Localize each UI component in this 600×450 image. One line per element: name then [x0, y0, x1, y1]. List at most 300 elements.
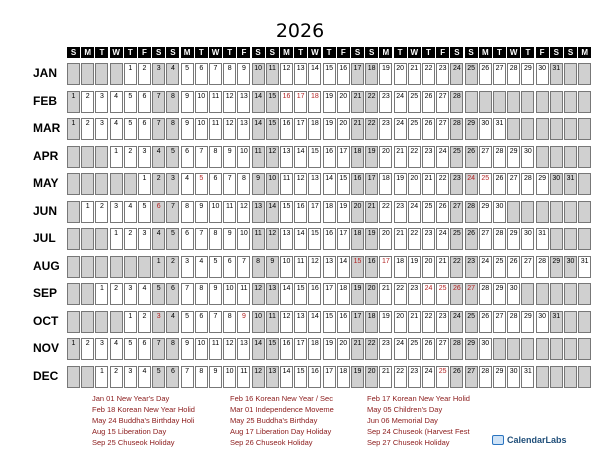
day-cell[interactable]: 13 — [252, 201, 265, 223]
day-cell[interactable]: 10 — [223, 366, 236, 388]
day-cell[interactable]: 11 — [223, 201, 236, 223]
day-cell[interactable]: 8 — [166, 91, 179, 113]
day-cell[interactable]: 26 — [507, 256, 520, 278]
day-cell[interactable]: 25 — [450, 228, 463, 250]
day-cell[interactable]: 21 — [408, 63, 421, 85]
day-cell[interactable]: 22 — [422, 311, 435, 333]
day-cell[interactable]: 21 — [394, 146, 407, 168]
day-cell[interactable]: 29 — [507, 146, 520, 168]
day-cell[interactable]: 29 — [521, 311, 534, 333]
day-cell[interactable]: 25 — [422, 201, 435, 223]
day-cell[interactable]: 3 — [95, 91, 108, 113]
day-cell[interactable]: 4 — [166, 311, 179, 333]
day-cell[interactable]: 19 — [394, 173, 407, 195]
day-cell[interactable]: 3 — [124, 283, 137, 305]
day-cell[interactable]: 27 — [436, 118, 449, 140]
day-cell[interactable]: 7 — [209, 311, 222, 333]
day-cell[interactable]: 11 — [266, 63, 279, 85]
day-cell[interactable]: 19 — [365, 228, 378, 250]
day-cell[interactable]: 19 — [323, 91, 336, 113]
day-cell[interactable]: 15 — [351, 256, 364, 278]
day-cell[interactable]: 24 — [436, 146, 449, 168]
day-cell[interactable]: 20 — [337, 91, 350, 113]
day-cell[interactable]: 18 — [308, 91, 321, 113]
day-cell[interactable]: 25 — [436, 366, 449, 388]
day-cell[interactable]: 14 — [266, 201, 279, 223]
day-cell[interactable]: 3 — [138, 146, 151, 168]
day-cell[interactable]: 9 — [223, 146, 236, 168]
day-cell[interactable]: 14 — [323, 173, 336, 195]
day-cell[interactable]: 30 — [493, 201, 506, 223]
day-cell[interactable]: 12 — [308, 256, 321, 278]
day-cell[interactable]: 9 — [237, 311, 250, 333]
day-cell[interactable]: 8 — [223, 63, 236, 85]
day-cell[interactable]: 2 — [81, 338, 94, 360]
day-cell[interactable]: 7 — [223, 173, 236, 195]
day-cell[interactable]: 28 — [450, 118, 463, 140]
day-cell[interactable]: 11 — [237, 283, 250, 305]
day-cell[interactable]: 20 — [422, 256, 435, 278]
day-cell[interactable]: 19 — [408, 256, 421, 278]
day-cell[interactable]: 5 — [181, 311, 194, 333]
day-cell[interactable]: 4 — [152, 146, 165, 168]
day-cell[interactable]: 25 — [465, 63, 478, 85]
day-cell[interactable]: 6 — [195, 63, 208, 85]
day-cell[interactable]: 23 — [436, 311, 449, 333]
day-cell[interactable]: 22 — [408, 228, 421, 250]
day-cell[interactable]: 14 — [308, 311, 321, 333]
day-cell[interactable]: 27 — [479, 228, 492, 250]
day-cell[interactable]: 24 — [450, 311, 463, 333]
day-cell[interactable]: 2 — [138, 63, 151, 85]
day-cell[interactable]: 12 — [252, 366, 265, 388]
day-cell[interactable]: 24 — [422, 283, 435, 305]
day-cell[interactable]: 19 — [379, 311, 392, 333]
day-cell[interactable]: 15 — [280, 201, 293, 223]
day-cell[interactable]: 19 — [351, 283, 364, 305]
day-cell[interactable]: 8 — [209, 146, 222, 168]
day-cell[interactable]: 22 — [450, 256, 463, 278]
day-cell[interactable]: 31 — [493, 118, 506, 140]
day-cell[interactable]: 5 — [166, 146, 179, 168]
day-cell[interactable]: 17 — [294, 338, 307, 360]
day-cell[interactable]: 22 — [422, 63, 435, 85]
day-cell[interactable]: 20 — [394, 311, 407, 333]
day-cell[interactable]: 15 — [266, 338, 279, 360]
day-cell[interactable]: 11 — [209, 91, 222, 113]
day-cell[interactable]: 18 — [365, 311, 378, 333]
day-cell[interactable]: 5 — [152, 283, 165, 305]
day-cell[interactable]: 18 — [351, 146, 364, 168]
day-cell[interactable]: 25 — [408, 118, 421, 140]
day-cell[interactable]: 27 — [479, 146, 492, 168]
day-cell[interactable]: 31 — [564, 173, 577, 195]
day-cell[interactable]: 6 — [138, 338, 151, 360]
day-cell[interactable]: 9 — [209, 366, 222, 388]
day-cell[interactable]: 2 — [110, 366, 123, 388]
day-cell[interactable]: 24 — [479, 256, 492, 278]
day-cell[interactable]: 30 — [564, 256, 577, 278]
day-cell[interactable]: 25 — [408, 91, 421, 113]
day-cell[interactable]: 3 — [166, 173, 179, 195]
day-cell[interactable]: 17 — [337, 228, 350, 250]
day-cell[interactable]: 4 — [138, 366, 151, 388]
day-cell[interactable]: 18 — [337, 283, 350, 305]
day-cell[interactable]: 1 — [124, 311, 137, 333]
day-cell[interactable]: 3 — [138, 228, 151, 250]
day-cell[interactable]: 14 — [308, 63, 321, 85]
day-cell[interactable]: 8 — [195, 283, 208, 305]
day-cell[interactable]: 26 — [436, 201, 449, 223]
day-cell[interactable]: 18 — [308, 338, 321, 360]
day-cell[interactable]: 16 — [351, 173, 364, 195]
day-cell[interactable]: 4 — [110, 118, 123, 140]
day-cell[interactable]: 26 — [479, 63, 492, 85]
day-cell[interactable]: 4 — [152, 228, 165, 250]
day-cell[interactable]: 23 — [408, 283, 421, 305]
day-cell[interactable]: 8 — [252, 256, 265, 278]
day-cell[interactable]: 1 — [152, 256, 165, 278]
day-cell[interactable]: 29 — [521, 63, 534, 85]
day-cell[interactable]: 18 — [394, 256, 407, 278]
day-cell[interactable]: 17 — [365, 173, 378, 195]
day-cell[interactable]: 7 — [195, 146, 208, 168]
day-cell[interactable]: 9 — [181, 91, 194, 113]
day-cell[interactable]: 22 — [394, 283, 407, 305]
day-cell[interactable]: 14 — [337, 256, 350, 278]
day-cell[interactable]: 10 — [195, 118, 208, 140]
day-cell[interactable]: 13 — [294, 311, 307, 333]
day-cell[interactable]: 18 — [365, 63, 378, 85]
day-cell[interactable]: 16 — [323, 228, 336, 250]
day-cell[interactable]: 14 — [294, 146, 307, 168]
day-cell[interactable]: 12 — [266, 146, 279, 168]
day-cell[interactable]: 10 — [195, 91, 208, 113]
day-cell[interactable]: 14 — [252, 91, 265, 113]
day-cell[interactable]: 31 — [550, 63, 563, 85]
day-cell[interactable]: 17 — [351, 63, 364, 85]
day-cell[interactable]: 10 — [209, 201, 222, 223]
day-cell[interactable]: 25 — [408, 338, 421, 360]
day-cell[interactable]: 6 — [166, 366, 179, 388]
day-cell[interactable]: 23 — [465, 256, 478, 278]
day-cell[interactable]: 27 — [493, 311, 506, 333]
day-cell[interactable]: 15 — [323, 63, 336, 85]
day-cell[interactable]: 2 — [95, 201, 108, 223]
day-cell[interactable]: 10 — [195, 338, 208, 360]
day-cell[interactable]: 3 — [124, 366, 137, 388]
day-cell[interactable]: 27 — [465, 283, 478, 305]
day-cell[interactable]: 6 — [138, 118, 151, 140]
day-cell[interactable]: 16 — [337, 311, 350, 333]
day-cell[interactable]: 24 — [394, 91, 407, 113]
day-cell[interactable]: 12 — [252, 283, 265, 305]
day-cell[interactable]: 23 — [450, 173, 463, 195]
day-cell[interactable]: 1 — [95, 283, 108, 305]
day-cell[interactable]: 19 — [379, 63, 392, 85]
day-cell[interactable]: 20 — [394, 63, 407, 85]
day-cell[interactable]: 26 — [493, 173, 506, 195]
day-cell[interactable]: 26 — [479, 311, 492, 333]
day-cell[interactable]: 27 — [521, 256, 534, 278]
day-cell[interactable]: 13 — [280, 146, 293, 168]
day-cell[interactable]: 1 — [95, 366, 108, 388]
day-cell[interactable]: 28 — [507, 63, 520, 85]
day-cell[interactable]: 29 — [465, 338, 478, 360]
day-cell[interactable]: 11 — [294, 256, 307, 278]
day-cell[interactable]: 4 — [110, 338, 123, 360]
day-cell[interactable]: 27 — [507, 173, 520, 195]
day-cell[interactable]: 1 — [67, 338, 80, 360]
day-cell[interactable]: 6 — [195, 311, 208, 333]
day-cell[interactable]: 6 — [152, 201, 165, 223]
day-cell[interactable]: 2 — [138, 311, 151, 333]
day-cell[interactable]: 28 — [479, 366, 492, 388]
day-cell[interactable]: 21 — [394, 228, 407, 250]
day-cell[interactable]: 2 — [124, 228, 137, 250]
day-cell[interactable]: 16 — [280, 338, 293, 360]
day-cell[interactable]: 4 — [181, 173, 194, 195]
day-cell[interactable]: 9 — [223, 228, 236, 250]
day-cell[interactable]: 21 — [365, 201, 378, 223]
day-cell[interactable]: 15 — [266, 91, 279, 113]
day-cell[interactable]: 4 — [110, 91, 123, 113]
day-cell[interactable]: 21 — [408, 311, 421, 333]
day-cell[interactable]: 10 — [237, 228, 250, 250]
day-cell[interactable]: 18 — [351, 228, 364, 250]
day-cell[interactable]: 2 — [124, 146, 137, 168]
day-cell[interactable]: 8 — [237, 173, 250, 195]
day-cell[interactable]: 11 — [252, 228, 265, 250]
day-cell[interactable]: 14 — [252, 338, 265, 360]
day-cell[interactable]: 17 — [294, 118, 307, 140]
day-cell[interactable]: 24 — [408, 201, 421, 223]
day-cell[interactable]: 2 — [152, 173, 165, 195]
day-cell[interactable]: 24 — [465, 173, 478, 195]
day-cell[interactable]: 3 — [95, 118, 108, 140]
day-cell[interactable]: 4 — [124, 201, 137, 223]
day-cell[interactable]: 17 — [323, 283, 336, 305]
day-cell[interactable]: 15 — [294, 366, 307, 388]
day-cell[interactable]: 30 — [550, 173, 563, 195]
day-cell[interactable]: 8 — [223, 311, 236, 333]
day-cell[interactable]: 15 — [294, 283, 307, 305]
day-cell[interactable]: 12 — [294, 173, 307, 195]
day-cell[interactable]: 15 — [308, 228, 321, 250]
brand-logo[interactable] — [492, 435, 567, 445]
day-cell[interactable]: 14 — [280, 283, 293, 305]
day-cell[interactable]: 7 — [152, 338, 165, 360]
day-cell[interactable]: 7 — [195, 228, 208, 250]
day-cell[interactable]: 30 — [536, 311, 549, 333]
day-cell[interactable]: 29 — [479, 201, 492, 223]
day-cell[interactable]: 30 — [536, 63, 549, 85]
day-cell[interactable]: 23 — [379, 118, 392, 140]
day-cell[interactable]: 29 — [536, 173, 549, 195]
day-cell[interactable]: 16 — [337, 63, 350, 85]
day-cell[interactable]: 22 — [379, 201, 392, 223]
day-cell[interactable]: 11 — [209, 338, 222, 360]
day-cell[interactable]: 20 — [365, 283, 378, 305]
day-cell[interactable]: 21 — [351, 338, 364, 360]
day-cell[interactable]: 9 — [195, 201, 208, 223]
day-cell[interactable]: 8 — [181, 201, 194, 223]
day-cell[interactable]: 5 — [152, 366, 165, 388]
day-cell[interactable]: 20 — [379, 146, 392, 168]
day-cell[interactable]: 19 — [323, 118, 336, 140]
day-cell[interactable]: 10 — [266, 173, 279, 195]
day-cell[interactable]: 28 — [450, 338, 463, 360]
day-cell[interactable]: 2 — [166, 256, 179, 278]
day-cell[interactable]: 27 — [436, 91, 449, 113]
day-cell[interactable]: 4 — [166, 63, 179, 85]
day-cell[interactable]: 12 — [223, 338, 236, 360]
day-cell[interactable]: 20 — [337, 118, 350, 140]
day-cell[interactable]: 26 — [422, 338, 435, 360]
day-cell[interactable]: 25 — [465, 311, 478, 333]
day-cell[interactable]: 27 — [493, 63, 506, 85]
day-cell[interactable]: 26 — [422, 118, 435, 140]
day-cell[interactable]: 17 — [294, 91, 307, 113]
day-cell[interactable]: 7 — [237, 256, 250, 278]
day-cell[interactable]: 27 — [450, 201, 463, 223]
day-cell[interactable]: 21 — [351, 118, 364, 140]
day-cell[interactable]: 23 — [422, 146, 435, 168]
day-cell[interactable]: 24 — [394, 118, 407, 140]
day-cell[interactable]: 27 — [465, 366, 478, 388]
day-cell[interactable]: 16 — [323, 146, 336, 168]
day-cell[interactable]: 7 — [209, 63, 222, 85]
day-cell[interactable]: 5 — [124, 118, 137, 140]
day-cell[interactable]: 6 — [209, 173, 222, 195]
day-cell[interactable]: 17 — [323, 366, 336, 388]
day-cell[interactable]: 3 — [110, 201, 123, 223]
day-cell[interactable]: 17 — [337, 146, 350, 168]
day-cell[interactable]: 19 — [337, 201, 350, 223]
day-cell[interactable]: 16 — [365, 256, 378, 278]
day-cell[interactable]: 22 — [408, 146, 421, 168]
day-cell[interactable]: 30 — [521, 146, 534, 168]
day-cell[interactable]: 23 — [408, 366, 421, 388]
day-cell[interactable]: 2 — [110, 283, 123, 305]
day-cell[interactable]: 4 — [138, 283, 151, 305]
day-cell[interactable]: 11 — [237, 366, 250, 388]
day-cell[interactable]: 7 — [166, 201, 179, 223]
day-cell[interactable]: 26 — [450, 283, 463, 305]
day-cell[interactable]: 31 — [521, 366, 534, 388]
day-cell[interactable]: 28 — [536, 256, 549, 278]
day-cell[interactable]: 16 — [280, 91, 293, 113]
day-cell[interactable]: 1 — [81, 201, 94, 223]
day-cell[interactable]: 3 — [152, 311, 165, 333]
day-cell[interactable]: 1 — [67, 118, 80, 140]
day-cell[interactable]: 24 — [436, 228, 449, 250]
day-cell[interactable]: 13 — [280, 228, 293, 250]
day-cell[interactable]: 20 — [379, 228, 392, 250]
day-cell[interactable]: 6 — [166, 283, 179, 305]
day-cell[interactable]: 12 — [280, 311, 293, 333]
day-cell[interactable]: 23 — [422, 228, 435, 250]
day-cell[interactable]: 30 — [479, 118, 492, 140]
day-cell[interactable]: 17 — [308, 201, 321, 223]
day-cell[interactable]: 19 — [365, 146, 378, 168]
day-cell[interactable]: 7 — [181, 283, 194, 305]
day-cell[interactable]: 14 — [280, 366, 293, 388]
day-cell[interactable]: 10 — [223, 283, 236, 305]
day-cell[interactable]: 18 — [323, 201, 336, 223]
day-cell[interactable]: 30 — [521, 228, 534, 250]
day-cell[interactable]: 3 — [152, 63, 165, 85]
day-cell[interactable]: 10 — [252, 311, 265, 333]
day-cell[interactable]: 21 — [379, 366, 392, 388]
day-cell[interactable]: 20 — [365, 366, 378, 388]
day-cell[interactable]: 9 — [237, 63, 250, 85]
day-cell[interactable]: 13 — [237, 118, 250, 140]
day-cell[interactable]: 19 — [323, 338, 336, 360]
day-cell[interactable]: 9 — [181, 118, 194, 140]
day-cell[interactable]: 29 — [465, 118, 478, 140]
day-cell[interactable]: 13 — [237, 91, 250, 113]
day-cell[interactable]: 16 — [308, 366, 321, 388]
day-cell[interactable]: 5 — [166, 228, 179, 250]
day-cell[interactable]: 12 — [266, 228, 279, 250]
day-cell[interactable]: 7 — [152, 118, 165, 140]
day-cell[interactable]: 22 — [394, 366, 407, 388]
day-cell[interactable]: 28 — [521, 173, 534, 195]
day-cell[interactable]: 10 — [280, 256, 293, 278]
day-cell[interactable]: 18 — [308, 118, 321, 140]
day-cell[interactable]: 5 — [195, 173, 208, 195]
day-cell[interactable]: 21 — [422, 173, 435, 195]
day-cell[interactable]: 16 — [308, 283, 321, 305]
day-cell[interactable]: 5 — [124, 338, 137, 360]
day-cell[interactable]: 30 — [507, 283, 520, 305]
day-cell[interactable]: 8 — [166, 338, 179, 360]
day-cell[interactable]: 15 — [337, 173, 350, 195]
day-cell[interactable]: 4 — [195, 256, 208, 278]
day-cell[interactable]: 12 — [237, 201, 250, 223]
day-cell[interactable]: 14 — [294, 228, 307, 250]
day-cell[interactable]: 25 — [493, 256, 506, 278]
day-cell[interactable]: 29 — [550, 256, 563, 278]
day-cell[interactable]: 26 — [465, 146, 478, 168]
day-cell[interactable]: 21 — [379, 283, 392, 305]
day-cell[interactable]: 12 — [280, 63, 293, 85]
day-cell[interactable]: 14 — [252, 118, 265, 140]
day-cell[interactable]: 2 — [81, 91, 94, 113]
day-cell[interactable]: 7 — [181, 366, 194, 388]
day-cell[interactable]: 5 — [209, 256, 222, 278]
day-cell[interactable]: 21 — [351, 91, 364, 113]
day-cell[interactable]: 10 — [252, 63, 265, 85]
day-cell[interactable]: 13 — [237, 338, 250, 360]
day-cell[interactable]: 28 — [450, 91, 463, 113]
day-cell[interactable]: 13 — [266, 366, 279, 388]
day-cell[interactable]: 15 — [266, 118, 279, 140]
day-cell[interactable]: 28 — [465, 201, 478, 223]
day-cell[interactable]: 25 — [479, 173, 492, 195]
day-cell[interactable]: 31 — [550, 311, 563, 333]
day-cell[interactable]: 13 — [323, 256, 336, 278]
day-cell[interactable]: 5 — [124, 91, 137, 113]
day-cell[interactable]: 25 — [450, 146, 463, 168]
day-cell[interactable]: 20 — [408, 173, 421, 195]
day-cell[interactable]: 31 — [536, 228, 549, 250]
day-cell[interactable]: 1 — [67, 91, 80, 113]
day-cell[interactable]: 24 — [450, 63, 463, 85]
day-cell[interactable]: 30 — [507, 366, 520, 388]
day-cell[interactable]: 17 — [351, 311, 364, 333]
